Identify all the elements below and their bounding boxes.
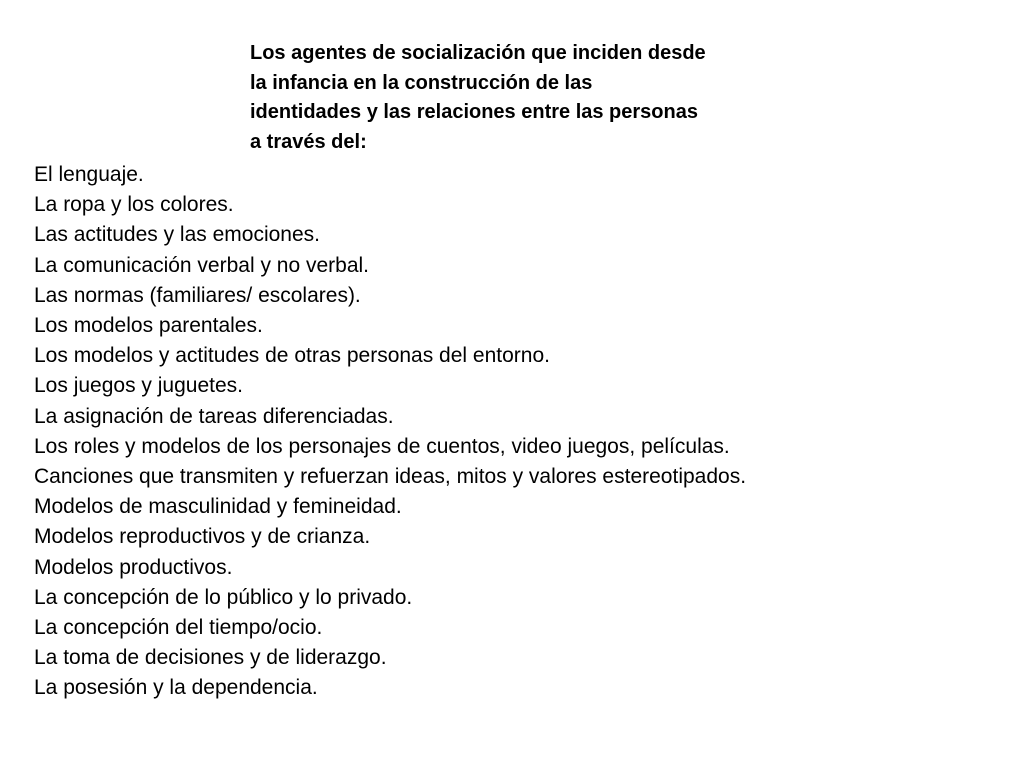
list-item: La concepción de lo público y lo privado.: [34, 585, 413, 609]
list-item: Las normas (familiares/ escolares).: [34, 283, 361, 307]
list-item: La toma de decisiones y de liderazgo.: [34, 646, 387, 670]
list-item: La ropa y los colores.: [34, 193, 234, 217]
list-item: Los modelos parentales.: [34, 314, 263, 338]
list-item: El lenguaje.: [34, 163, 144, 186]
list-item: Modelos de masculinidad y femineidad.: [34, 495, 402, 519]
list-item: Modelos productivos.: [34, 555, 233, 579]
list-item: La asignación de tareas diferenciadas.: [34, 404, 394, 428]
list-item: Las actitudes y las emociones.: [34, 223, 320, 247]
slide-heading: [250, 39, 770, 157]
list-item: Canciones que transmiten y refuerzan ideas, mitos y valores estereotipados.: [34, 465, 747, 489]
list-item: Los modelos y actitudes de otras personas del entorno.: [34, 344, 550, 368]
list-item: Los juegos y juguetes.: [34, 374, 243, 398]
heading-line: a través del:: [250, 130, 367, 153]
heading-line: la infancia en la construcción de las: [250, 71, 593, 94]
list-item: La posesión y la dependencia.: [34, 676, 318, 700]
socialization-agents-list: [34, 160, 994, 704]
list-item: La comunicación verbal y no verbal.: [34, 253, 370, 277]
heading-line: identidades y las relaciones entre las personas: [250, 101, 698, 123]
heading-line: Los agentes de socialización que inciden desde: [250, 42, 706, 64]
list-item: Modelos reproductivos y de crianza.: [34, 525, 371, 549]
list-item: La concepción del tiempo/ocio.: [34, 616, 323, 640]
list-item: Los roles y modelos de los personajes de cuentos, video juegos, películas.: [34, 434, 730, 458]
